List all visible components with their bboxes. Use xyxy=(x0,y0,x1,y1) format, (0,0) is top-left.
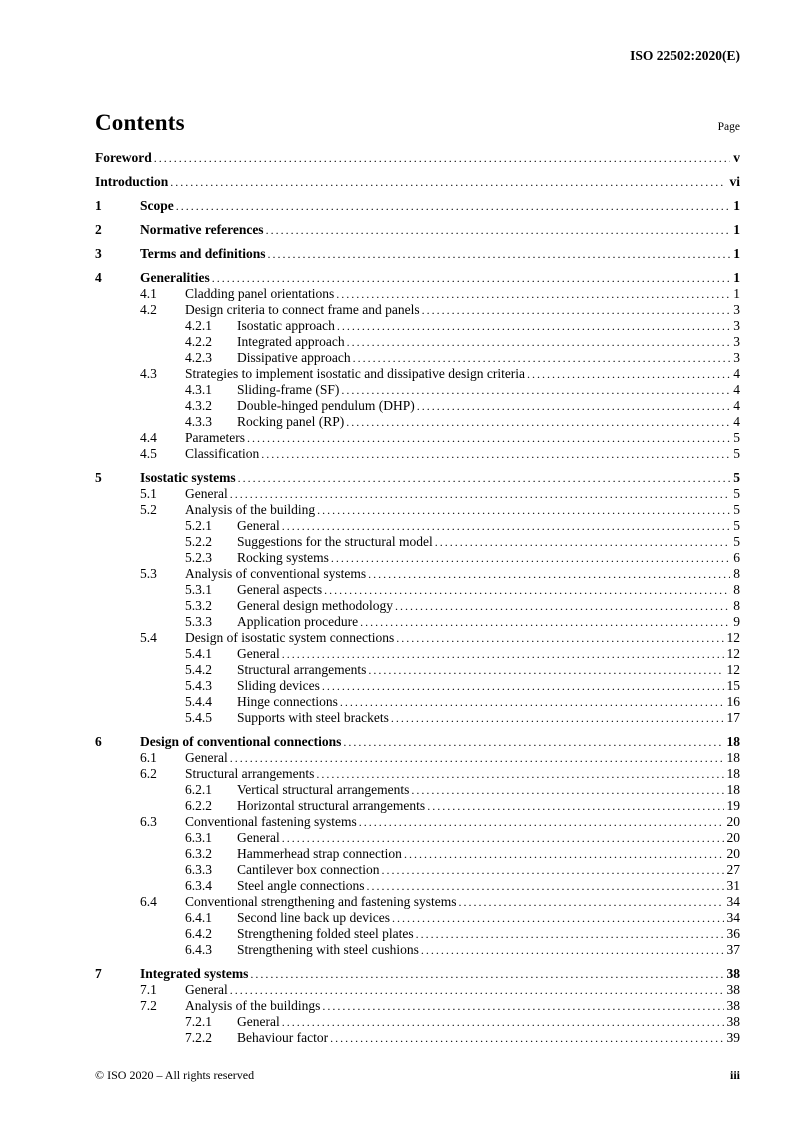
toc-entry-title: Normative references xyxy=(140,222,264,237)
toc-entry-page: 3 xyxy=(733,334,740,349)
toc-entry-page: 20 xyxy=(726,846,740,861)
toc-entry-number: 6.4.1 xyxy=(185,910,212,925)
toc-entry-number: 5.1 xyxy=(140,486,157,501)
toc-entry-title: Supports with steel brackets xyxy=(237,710,389,725)
toc-entry-page: v xyxy=(733,150,740,165)
toc-entry xyxy=(95,798,740,814)
toc-entry-page: 4 xyxy=(733,366,740,381)
toc-entry xyxy=(95,334,740,350)
toc-entry-number: 6.2.1 xyxy=(185,782,212,797)
toc-entry xyxy=(95,614,740,630)
toc-entry-title: Sliding-frame (SF) xyxy=(237,382,340,397)
toc-leader-dots xyxy=(212,270,731,286)
toc-entry-page: 5 xyxy=(733,486,740,501)
toc-entry-page: 38 xyxy=(726,1014,740,1029)
toc-entry xyxy=(95,270,740,286)
toc-leader-dots xyxy=(170,174,726,190)
toc-leader-dots xyxy=(435,534,731,550)
toc-leader-dots xyxy=(392,910,724,926)
toc-leader-dots xyxy=(391,710,724,726)
toc-leader-dots xyxy=(322,998,723,1014)
toc-entry-title: Terms and definitions xyxy=(140,246,266,261)
toc-entry xyxy=(95,750,740,766)
toc-leader-dots xyxy=(411,782,723,798)
toc-leader-dots xyxy=(230,486,731,502)
toc-entry-title: Introduction xyxy=(95,174,169,189)
toc-leader-dots xyxy=(266,222,731,238)
toc-leader-dots xyxy=(247,430,730,446)
toc-entry xyxy=(95,430,740,446)
toc-entry xyxy=(95,502,740,518)
toc-entry-title: General xyxy=(237,646,280,661)
toc-entry-page: 12 xyxy=(726,662,740,677)
toc-entry-title: Hinge connections xyxy=(237,694,338,709)
toc-entry-page: 8 xyxy=(733,582,740,597)
toc-list xyxy=(95,150,740,1046)
toc-entry xyxy=(95,582,740,598)
toc-leader-dots xyxy=(250,966,723,982)
toc-leader-dots xyxy=(417,398,731,414)
toc-entry-page: 4 xyxy=(733,398,740,413)
toc-entry xyxy=(95,150,740,166)
toc-entry xyxy=(95,382,740,398)
toc-entry xyxy=(95,534,740,550)
toc-entry-number: 5.4.1 xyxy=(185,646,212,661)
toc-entry-title: General xyxy=(185,486,228,501)
toc-leader-dots xyxy=(416,926,724,942)
toc-entry-number: 6.4.2 xyxy=(185,926,212,941)
toc-entry xyxy=(95,470,740,486)
toc-leader-dots xyxy=(353,350,731,366)
toc-entry-page: 9 xyxy=(733,614,740,629)
toc-leader-dots xyxy=(282,830,724,846)
toc-entry-number: 5.2.2 xyxy=(185,534,212,549)
copyright-notice: © ISO 2020 – All rights reserved xyxy=(95,1068,255,1082)
toc-entry xyxy=(95,694,740,710)
toc-leader-dots xyxy=(268,246,731,262)
toc-entry xyxy=(95,302,740,318)
toc-entry xyxy=(95,518,740,534)
toc-entry-number: 7.1 xyxy=(140,982,157,997)
toc-entry-title: Behaviour factor xyxy=(237,1030,329,1045)
toc-entry-page: 17 xyxy=(726,710,740,725)
toc-entry-title: Structural arrangements xyxy=(185,766,315,781)
toc-entry-title: Cladding panel orientations xyxy=(185,286,335,301)
toc-entry-number: 6.1 xyxy=(140,750,157,765)
page-footer xyxy=(95,1068,740,1083)
toc-entry-number: 6.3.4 xyxy=(185,878,212,893)
toc-entry-number: 5.4.3 xyxy=(185,678,212,693)
toc-entry-page: 18 xyxy=(726,750,740,765)
toc-entry-number: 6.3.3 xyxy=(185,862,212,877)
toc-entry xyxy=(95,734,740,750)
toc-entry-title: Design of isostatic system connections xyxy=(185,630,395,645)
toc-entry-page: 5 xyxy=(733,534,740,549)
toc-entry-title: Cantilever box connection xyxy=(237,862,380,877)
toc-entry-page: 34 xyxy=(726,894,740,909)
toc-entry-page: 8 xyxy=(733,566,740,581)
toc-entry-title: Double-hinged pendulum (DHP) xyxy=(237,398,415,413)
page-column-label: Page xyxy=(717,121,740,133)
toc-entry-page: 1 xyxy=(733,286,740,301)
toc-entry-title: Parameters xyxy=(185,430,245,445)
toc-entry-title: Sliding devices xyxy=(237,678,320,693)
toc-entry-number: 7 xyxy=(95,966,102,981)
toc-leader-dots xyxy=(282,1014,724,1030)
toc-entry-title: Design criteria to connect frame and panels xyxy=(185,302,420,317)
toc-entry-page: 18 xyxy=(726,734,740,749)
toc-entry-number: 5.2.1 xyxy=(185,518,212,533)
toc-entry-number: 6.3 xyxy=(140,814,157,829)
toc-entry-title: General xyxy=(185,982,228,997)
toc-entry-number: 4.2.2 xyxy=(185,334,212,349)
toc-entry xyxy=(95,678,740,694)
toc-entry xyxy=(95,942,740,958)
toc-entry-title: Analysis of the buildings xyxy=(185,998,321,1013)
toc-leader-dots xyxy=(347,334,731,350)
toc-leader-dots xyxy=(330,1030,723,1046)
toc-leader-dots xyxy=(368,566,730,582)
contents-header xyxy=(95,110,740,136)
toc-entry-page: 4 xyxy=(733,382,740,397)
toc-leader-dots xyxy=(368,662,723,678)
toc-entry-number: 7.2.2 xyxy=(185,1030,212,1045)
toc-leader-dots xyxy=(381,862,723,878)
toc-entry-title: General xyxy=(237,830,280,845)
toc-entry-number: 5.2 xyxy=(140,502,157,517)
toc-entry xyxy=(95,566,740,582)
toc-entry-page: 12 xyxy=(726,630,740,645)
toc-leader-dots xyxy=(340,694,724,710)
toc-entry-number: 1 xyxy=(95,198,102,213)
toc-entry-page: 27 xyxy=(726,862,740,877)
toc-entry-page: 15 xyxy=(726,678,740,693)
toc-leader-dots xyxy=(341,382,730,398)
toc-entry-number: 4 xyxy=(95,270,102,285)
toc-leader-dots xyxy=(346,414,730,430)
toc-leader-dots xyxy=(421,942,724,958)
toc-entry-title: General xyxy=(237,518,280,533)
toc-entry xyxy=(95,846,740,862)
toc-entry-number: 4.3.3 xyxy=(185,414,212,429)
toc-entry xyxy=(95,662,740,678)
toc-leader-dots xyxy=(458,894,723,910)
toc-entry-number: 6.3.1 xyxy=(185,830,212,845)
toc-leader-dots xyxy=(317,502,730,518)
toc-entry-title: Foreword xyxy=(95,150,152,165)
toc-entry-page: 34 xyxy=(726,910,740,925)
toc-entry xyxy=(95,198,740,214)
toc-entry-title: General xyxy=(237,1014,280,1029)
toc-entry xyxy=(95,782,740,798)
toc-entry-title: Rocking panel (RP) xyxy=(237,414,345,429)
toc-entry-page: 5 xyxy=(733,446,740,461)
toc-entry-number: 2 xyxy=(95,222,102,237)
toc-entry-page: 19 xyxy=(726,798,740,813)
toc-entry-number: 5.3.2 xyxy=(185,598,212,613)
toc-entry-number: 5.4 xyxy=(140,630,157,645)
toc-leader-dots xyxy=(360,614,730,630)
toc-entry-page: 3 xyxy=(733,318,740,333)
toc-entry xyxy=(95,174,740,190)
toc-leader-dots xyxy=(422,302,731,318)
toc-entry-page: 18 xyxy=(726,766,740,781)
toc-entry-title: Conventional fastening systems xyxy=(185,814,357,829)
toc-entry-title: Steel angle connections xyxy=(237,878,365,893)
toc-entry xyxy=(95,894,740,910)
toc-entry xyxy=(95,318,740,334)
toc-entry xyxy=(95,982,740,998)
toc-entry xyxy=(95,398,740,414)
toc-leader-dots xyxy=(366,878,723,894)
toc-entry xyxy=(95,830,740,846)
toc-entry-page: 5 xyxy=(733,502,740,517)
toc-entry xyxy=(95,222,740,238)
toc-leader-dots xyxy=(359,814,724,830)
toc-leader-dots xyxy=(395,598,730,614)
toc-entry-page: 8 xyxy=(733,598,740,613)
toc-entry xyxy=(95,446,740,462)
toc-leader-dots xyxy=(336,286,730,302)
toc-entry-number: 4.3.1 xyxy=(185,382,212,397)
toc-entry-title: Integrated systems xyxy=(140,966,249,981)
toc-entry-page: 3 xyxy=(733,302,740,317)
toc-entry-title: Generalities xyxy=(140,270,210,285)
toc-entry xyxy=(95,598,740,614)
toc-entry-number: 6.2.2 xyxy=(185,798,212,813)
toc-entry-number: 5 xyxy=(95,470,102,485)
toc-leader-dots xyxy=(261,446,730,462)
toc-entry-number: 6.3.2 xyxy=(185,846,212,861)
toc-entry-title: Strengthening folded steel plates xyxy=(237,926,414,941)
toc-entry-page: 5 xyxy=(733,430,740,445)
toc-entry-page: 5 xyxy=(733,470,740,485)
toc-entry-number: 4.2.1 xyxy=(185,318,212,333)
toc-entry xyxy=(95,246,740,262)
toc-leader-dots xyxy=(230,750,724,766)
toc-entry-number: 4.3.2 xyxy=(185,398,212,413)
toc-entry xyxy=(95,646,740,662)
toc-entry-number: 5.4.2 xyxy=(185,662,212,677)
toc-entry xyxy=(95,910,740,926)
toc-entry-page: 37 xyxy=(726,942,740,957)
toc-entry xyxy=(95,1030,740,1046)
toc-entry xyxy=(95,414,740,430)
toc-entry-number: 3 xyxy=(95,246,102,261)
toc-entry-page: 38 xyxy=(726,998,740,1013)
toc-entry-title: Analysis of the building xyxy=(185,502,316,517)
toc-entry-page: 20 xyxy=(726,814,740,829)
toc-entry-number: 4.5 xyxy=(140,446,157,461)
toc-leader-dots xyxy=(316,766,723,782)
toc-leader-dots xyxy=(527,366,730,382)
toc-entry-title: Second line back up devices xyxy=(237,910,390,925)
toc-entry xyxy=(95,998,740,1014)
toc-entry-number: 5.3.1 xyxy=(185,582,212,597)
toc-entry-page: 6 xyxy=(733,550,740,565)
toc-leader-dots xyxy=(404,846,724,862)
toc-entry-title: Horizontal structural arrangements xyxy=(237,798,426,813)
toc-leader-dots xyxy=(282,646,724,662)
toc-entry-page: 4 xyxy=(733,414,740,429)
toc-entry-title: Integrated approach xyxy=(237,334,345,349)
toc-entry-page: 31 xyxy=(726,878,740,893)
toc-entry-title: Rocking systems xyxy=(237,550,329,565)
toc-entry xyxy=(95,766,740,782)
toc-entry-page: 1 xyxy=(733,222,740,237)
toc-entry-page: 3 xyxy=(733,350,740,365)
toc-entry-title: General xyxy=(185,750,228,765)
toc-entry-number: 6 xyxy=(95,734,102,749)
toc-entry-number: 5.3 xyxy=(140,566,157,581)
toc-entry-title: Isostatic systems xyxy=(140,470,236,485)
toc-entry-title: Structural arrangements xyxy=(237,662,367,677)
toc-entry-number: 7.2.1 xyxy=(185,1014,212,1029)
toc-entry xyxy=(95,366,740,382)
toc-entry-number: 4.4 xyxy=(140,430,157,445)
toc-entry-page: 20 xyxy=(726,830,740,845)
toc-leader-dots xyxy=(337,318,730,334)
toc-entry xyxy=(95,630,740,646)
toc-entry-number: 4.1 xyxy=(140,286,157,301)
toc-entry-title: Conventional strengthening and fastening systems xyxy=(185,894,457,909)
toc-entry-page: 36 xyxy=(726,926,740,941)
toc-entry-page: 1 xyxy=(733,246,740,261)
toc-leader-dots xyxy=(396,630,723,646)
toc-entry-title: Scope xyxy=(140,198,174,213)
toc-entry-title: Isostatic approach xyxy=(237,318,335,333)
toc-entry-title: Strengthening with steel cushions xyxy=(237,942,419,957)
toc-leader-dots xyxy=(282,518,731,534)
toc-entry xyxy=(95,286,740,302)
toc-entry xyxy=(95,350,740,366)
toc-entry xyxy=(95,862,740,878)
toc-entry-title: Dissipative approach xyxy=(237,350,351,365)
toc-entry xyxy=(95,926,740,942)
toc-entry-number: 4.2.3 xyxy=(185,350,212,365)
toc-entry-page: 18 xyxy=(726,782,740,797)
toc-entry-number: 6.2 xyxy=(140,766,157,781)
toc-entry-title: Application procedure xyxy=(237,614,359,629)
toc-entry xyxy=(95,710,740,726)
toc-entry-page: 38 xyxy=(726,982,740,997)
toc-leader-dots xyxy=(154,150,731,166)
toc-entry-title: General design methodology xyxy=(237,598,393,613)
toc-leader-dots xyxy=(322,678,724,694)
toc-entry-title: Strategies to implement isostatic and dissipative design criteria xyxy=(185,366,526,381)
toc-entry-page: 16 xyxy=(726,694,740,709)
contents-title: Contents xyxy=(95,110,185,135)
toc-entry-number: 5.3.3 xyxy=(185,614,212,629)
toc-entry-title: Suggestions for the structural model xyxy=(237,534,433,549)
toc-entry xyxy=(95,966,740,982)
toc-leader-dots xyxy=(230,982,724,998)
toc-entry-number: 6.4.3 xyxy=(185,942,212,957)
toc-leader-dots xyxy=(427,798,723,814)
toc-entry-number: 6.4 xyxy=(140,894,157,909)
toc-entry-page: 1 xyxy=(733,198,740,213)
toc-entry-page: 5 xyxy=(733,518,740,533)
toc-leader-dots xyxy=(343,734,723,750)
toc-leader-dots xyxy=(324,582,730,598)
toc-leader-dots xyxy=(176,198,731,214)
toc-entry xyxy=(95,486,740,502)
toc-entry-title: Classification xyxy=(185,446,260,461)
toc-entry-number: 7.2 xyxy=(140,998,157,1013)
toc-entry xyxy=(95,814,740,830)
toc-entry xyxy=(95,550,740,566)
toc-entry-number: 5.4.4 xyxy=(185,694,212,709)
toc-entry-title: Hammerhead strap connection xyxy=(237,846,402,861)
toc-entry-page: 12 xyxy=(726,646,740,661)
toc-entry-page: 38 xyxy=(726,966,740,981)
toc-entry-page: vi xyxy=(729,174,740,189)
toc-entry-title: Design of conventional connections xyxy=(140,734,342,749)
toc-entry-number: 5.4.5 xyxy=(185,710,212,725)
toc-entry-title: General aspects xyxy=(237,582,323,597)
toc-entry-title: Analysis of conventional systems xyxy=(185,566,367,581)
page-number: iii xyxy=(729,1068,740,1082)
toc-entry-number: 4.2 xyxy=(140,302,157,317)
toc-entry xyxy=(95,878,740,894)
document-reference: ISO 22502:2020(E) xyxy=(630,48,740,63)
toc-leader-dots xyxy=(331,550,730,566)
toc-entry xyxy=(95,1014,740,1030)
toc-entry-page: 39 xyxy=(726,1030,740,1045)
toc-entry-number: 5.2.3 xyxy=(185,550,212,565)
toc-entry-page: 1 xyxy=(733,270,740,285)
toc-leader-dots xyxy=(238,470,731,486)
toc-entry-number: 4.3 xyxy=(140,366,157,381)
toc-entry-title: Vertical structural arrangements xyxy=(237,782,410,797)
